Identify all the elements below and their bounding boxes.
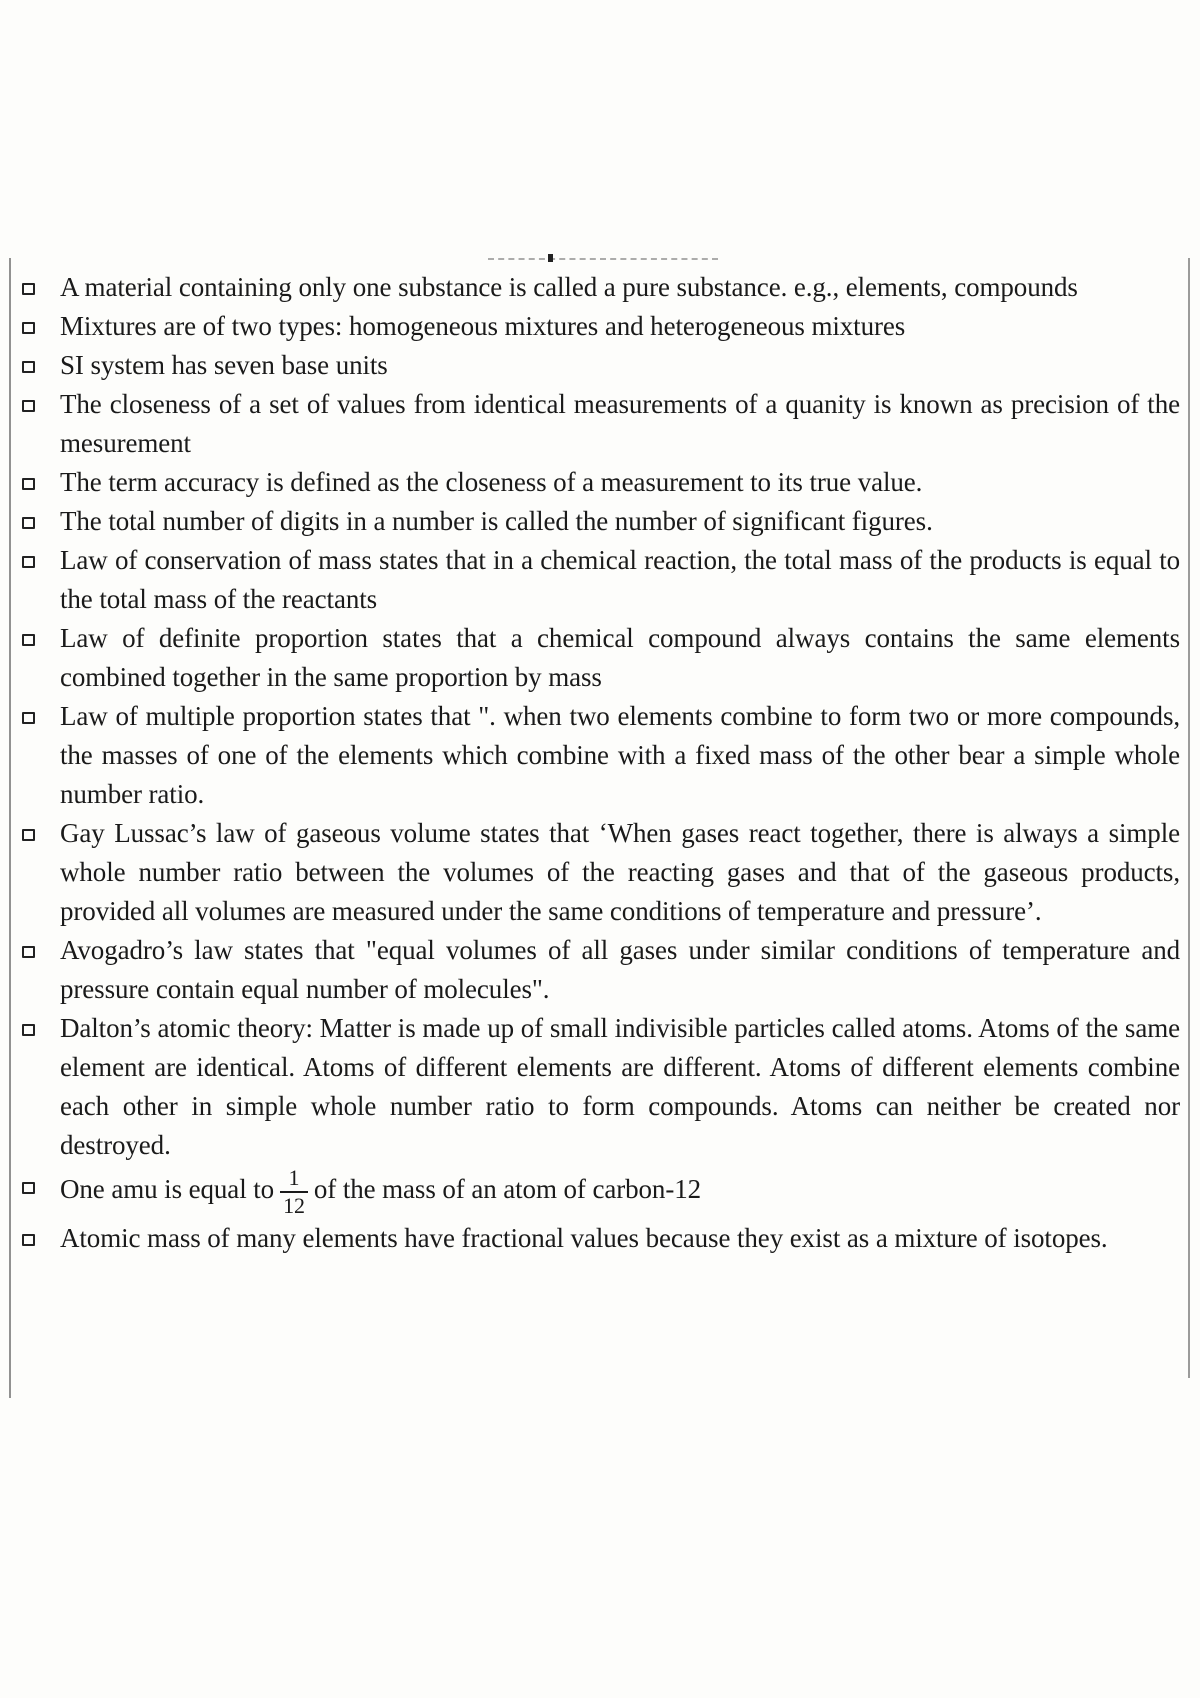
note-text: Avogadro’s law states that "equal volumes of all gases under similar conditions of temperature and pressure contain equal number of molecules". bbox=[60, 935, 1180, 1004]
list-item bbox=[18, 1219, 1180, 1258]
list-item bbox=[18, 502, 1180, 541]
note-text: SI system has seven base units bbox=[60, 350, 388, 380]
square-bullet-icon bbox=[22, 946, 35, 958]
fraction-numerator: 1 bbox=[280, 1167, 308, 1193]
list-item bbox=[18, 268, 1180, 307]
square-bullet-icon bbox=[22, 1024, 35, 1036]
summary-notes-list bbox=[18, 268, 1180, 1258]
note-text: Mixtures are of two types: homogeneous mixtures and heterogeneous mixtures bbox=[60, 311, 906, 341]
square-bullet-icon bbox=[22, 1234, 35, 1246]
note-text: The term accuracy is defined as the closeness of a measurement to its true value. bbox=[60, 467, 923, 497]
square-bullet-icon bbox=[22, 634, 35, 646]
top-mark-dot bbox=[548, 254, 553, 262]
list-item bbox=[18, 463, 1180, 502]
note-text-after: of the mass of an atom of carbon-12 bbox=[313, 1174, 702, 1205]
list-item bbox=[18, 541, 1180, 619]
note-text: Atomic mass of many elements have fractional values because they exist as a mixture of isotopes. bbox=[60, 1223, 1108, 1253]
square-bullet-icon bbox=[22, 829, 35, 841]
list-item bbox=[18, 1009, 1180, 1165]
square-bullet-icon bbox=[22, 361, 35, 373]
square-bullet-icon bbox=[22, 283, 35, 295]
square-bullet-icon bbox=[22, 556, 35, 568]
list-item-amu bbox=[18, 1167, 1180, 1217]
square-bullet-icon bbox=[22, 1182, 35, 1194]
square-bullet-icon bbox=[22, 322, 35, 334]
note-text: Dalton’s atomic theory: Matter is made up of small indivisible particles called atoms. Atoms of the same element are identical. Atoms of different elements are different. Atoms of different elements combine each other in simple whole number ratio to form compounds. Atoms can neither be created nor destroyed. bbox=[60, 1013, 1180, 1160]
list-item bbox=[18, 346, 1180, 385]
right-margin-rule bbox=[1188, 258, 1190, 1378]
note-text: The closeness of a set of values from identical measurements of a quanity is known as precision of the mesurement bbox=[60, 389, 1180, 458]
fraction-denominator: 12 bbox=[283, 1193, 305, 1218]
square-bullet-icon bbox=[22, 712, 35, 724]
list-item bbox=[18, 814, 1180, 931]
square-bullet-icon bbox=[22, 517, 35, 529]
note-text: Law of conservation of mass states that in a chemical reaction, the total mass of the products is equal to the total mass of the reactants bbox=[60, 545, 1180, 614]
list-item bbox=[18, 619, 1180, 697]
note-text: The total number of digits in a number is called the number of significant figures. bbox=[60, 506, 933, 536]
square-bullet-icon bbox=[22, 400, 35, 412]
square-bullet-icon bbox=[22, 478, 35, 490]
top-dashed-mark bbox=[488, 258, 718, 264]
left-margin-rule bbox=[9, 258, 11, 1398]
fraction bbox=[280, 1167, 308, 1217]
note-text: Law of multiple proportion states that ". when two elements combine to form two or more compounds, the masses of one of the elements which combine with a fixed mass of the other bear a simple whole number ratio. bbox=[60, 701, 1180, 809]
list-item bbox=[18, 385, 1180, 463]
note-text: A material containing only one substance is called a pure substance. e.g., elements, compounds bbox=[60, 272, 1078, 302]
list-item bbox=[18, 697, 1180, 814]
note-text: Law of definite proportion states that a chemical compound always contains the same elements combined together in the same proportion by mass bbox=[60, 623, 1180, 692]
note-text-before: One amu is equal to bbox=[60, 1174, 275, 1205]
note-text: Gay Lussac’s law of gaseous volume states that ‘When gases react together, there is always a simple whole number ratio between the volumes of the reacting gases and that of the gaseous products, provided all volumes are measured under the same conditions of temperature and pressure’. bbox=[60, 818, 1180, 926]
list-item bbox=[18, 931, 1180, 1009]
list-item bbox=[18, 307, 1180, 346]
